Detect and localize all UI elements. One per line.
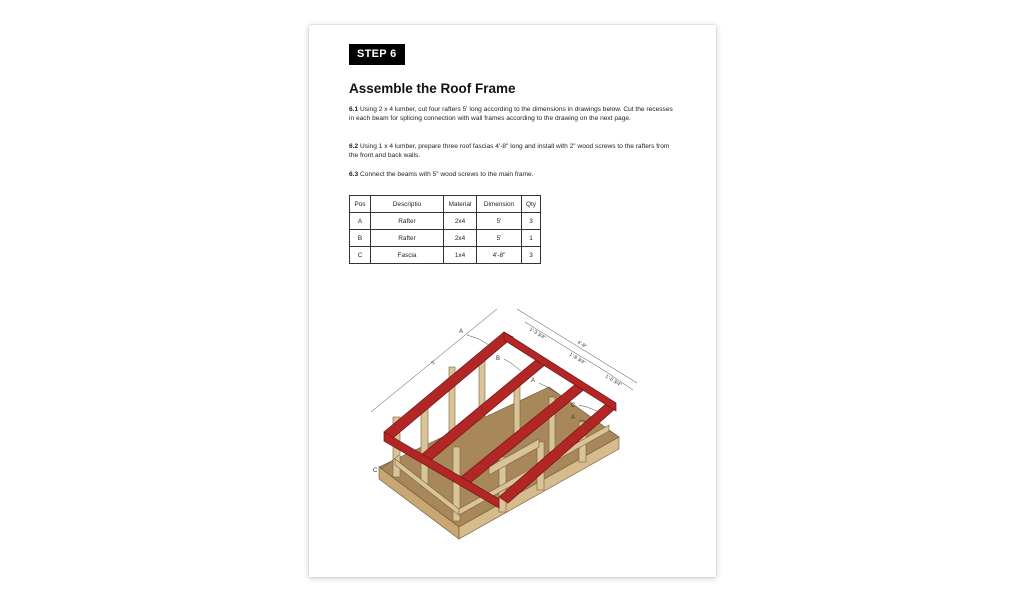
table-cell: Rafter (371, 213, 444, 230)
dimension-label: 4'-8" (575, 339, 588, 350)
dimension-label: 1'-3 3/4" (527, 326, 547, 342)
instruction-number: 6.3 (349, 171, 359, 178)
instruction-text: Connect the beams with 5" wood screws to the main frame. (360, 171, 534, 178)
callout-label: C (571, 403, 576, 409)
table-header: Dimension (477, 196, 522, 213)
table-cell: 5' (477, 230, 522, 247)
table-row (350, 230, 541, 247)
table-cell: 2x4 (444, 213, 477, 230)
table-row (350, 213, 541, 230)
table-cell: 4'-8" (477, 247, 522, 264)
table-header: Descriptio (371, 196, 444, 213)
table-header: Pos (350, 196, 371, 213)
table-cell: 3 (522, 213, 541, 230)
table-cell: 2x4 (444, 230, 477, 247)
table-cell: 3 (522, 247, 541, 264)
table-cell: 1 (522, 230, 541, 247)
dimension-label: 1'-8 3/4" (567, 351, 587, 367)
page-title: Assemble the Roof Frame (349, 81, 516, 96)
document-page (309, 25, 716, 577)
instruction-text: Using 1 x 4 lumber, prepare three roof fascias 4'-8" long and install with 2" wood screws to the rafters from the front and back walls. (349, 143, 670, 160)
callout-label: A (531, 378, 536, 384)
table-cell: 5' (477, 213, 522, 230)
wall-stud (421, 407, 428, 487)
roof-frame-drawing (349, 287, 649, 557)
table-header: Qty (522, 196, 541, 213)
table-header-row (350, 196, 541, 213)
table-cell: A (350, 213, 371, 230)
instruction-text: Using 2 x 4 lumber, cut four rafters 5' long according to the dimensions in drawings below. Cut the recesses in each beam for splicing connection with wall frames according to the drawing on the next page. (349, 106, 673, 123)
dimension-label: 5' (430, 359, 438, 367)
parts-table (349, 195, 541, 264)
instruction-number: 6.1 (349, 106, 359, 113)
table-cell: Rafter (371, 230, 444, 247)
table-header: Material (444, 196, 477, 213)
instruction-6-3 (349, 170, 679, 179)
callout-label: C (373, 468, 378, 474)
instruction-6-1 (349, 105, 679, 123)
instruction-number: 6.2 (349, 143, 359, 150)
table-cell: Fascia (371, 247, 444, 264)
step-badge: STEP 6 (349, 44, 405, 65)
table-cell: 1x4 (444, 247, 477, 264)
callout-label: B (496, 356, 501, 362)
instruction-6-2 (349, 142, 679, 160)
callout-label: A (459, 329, 464, 335)
table-row (350, 247, 541, 264)
table-cell: B (350, 230, 371, 247)
dimension-label: 1'-6 3/4" (603, 373, 623, 389)
callout-label: A (571, 415, 576, 421)
table-cell: C (350, 247, 371, 264)
